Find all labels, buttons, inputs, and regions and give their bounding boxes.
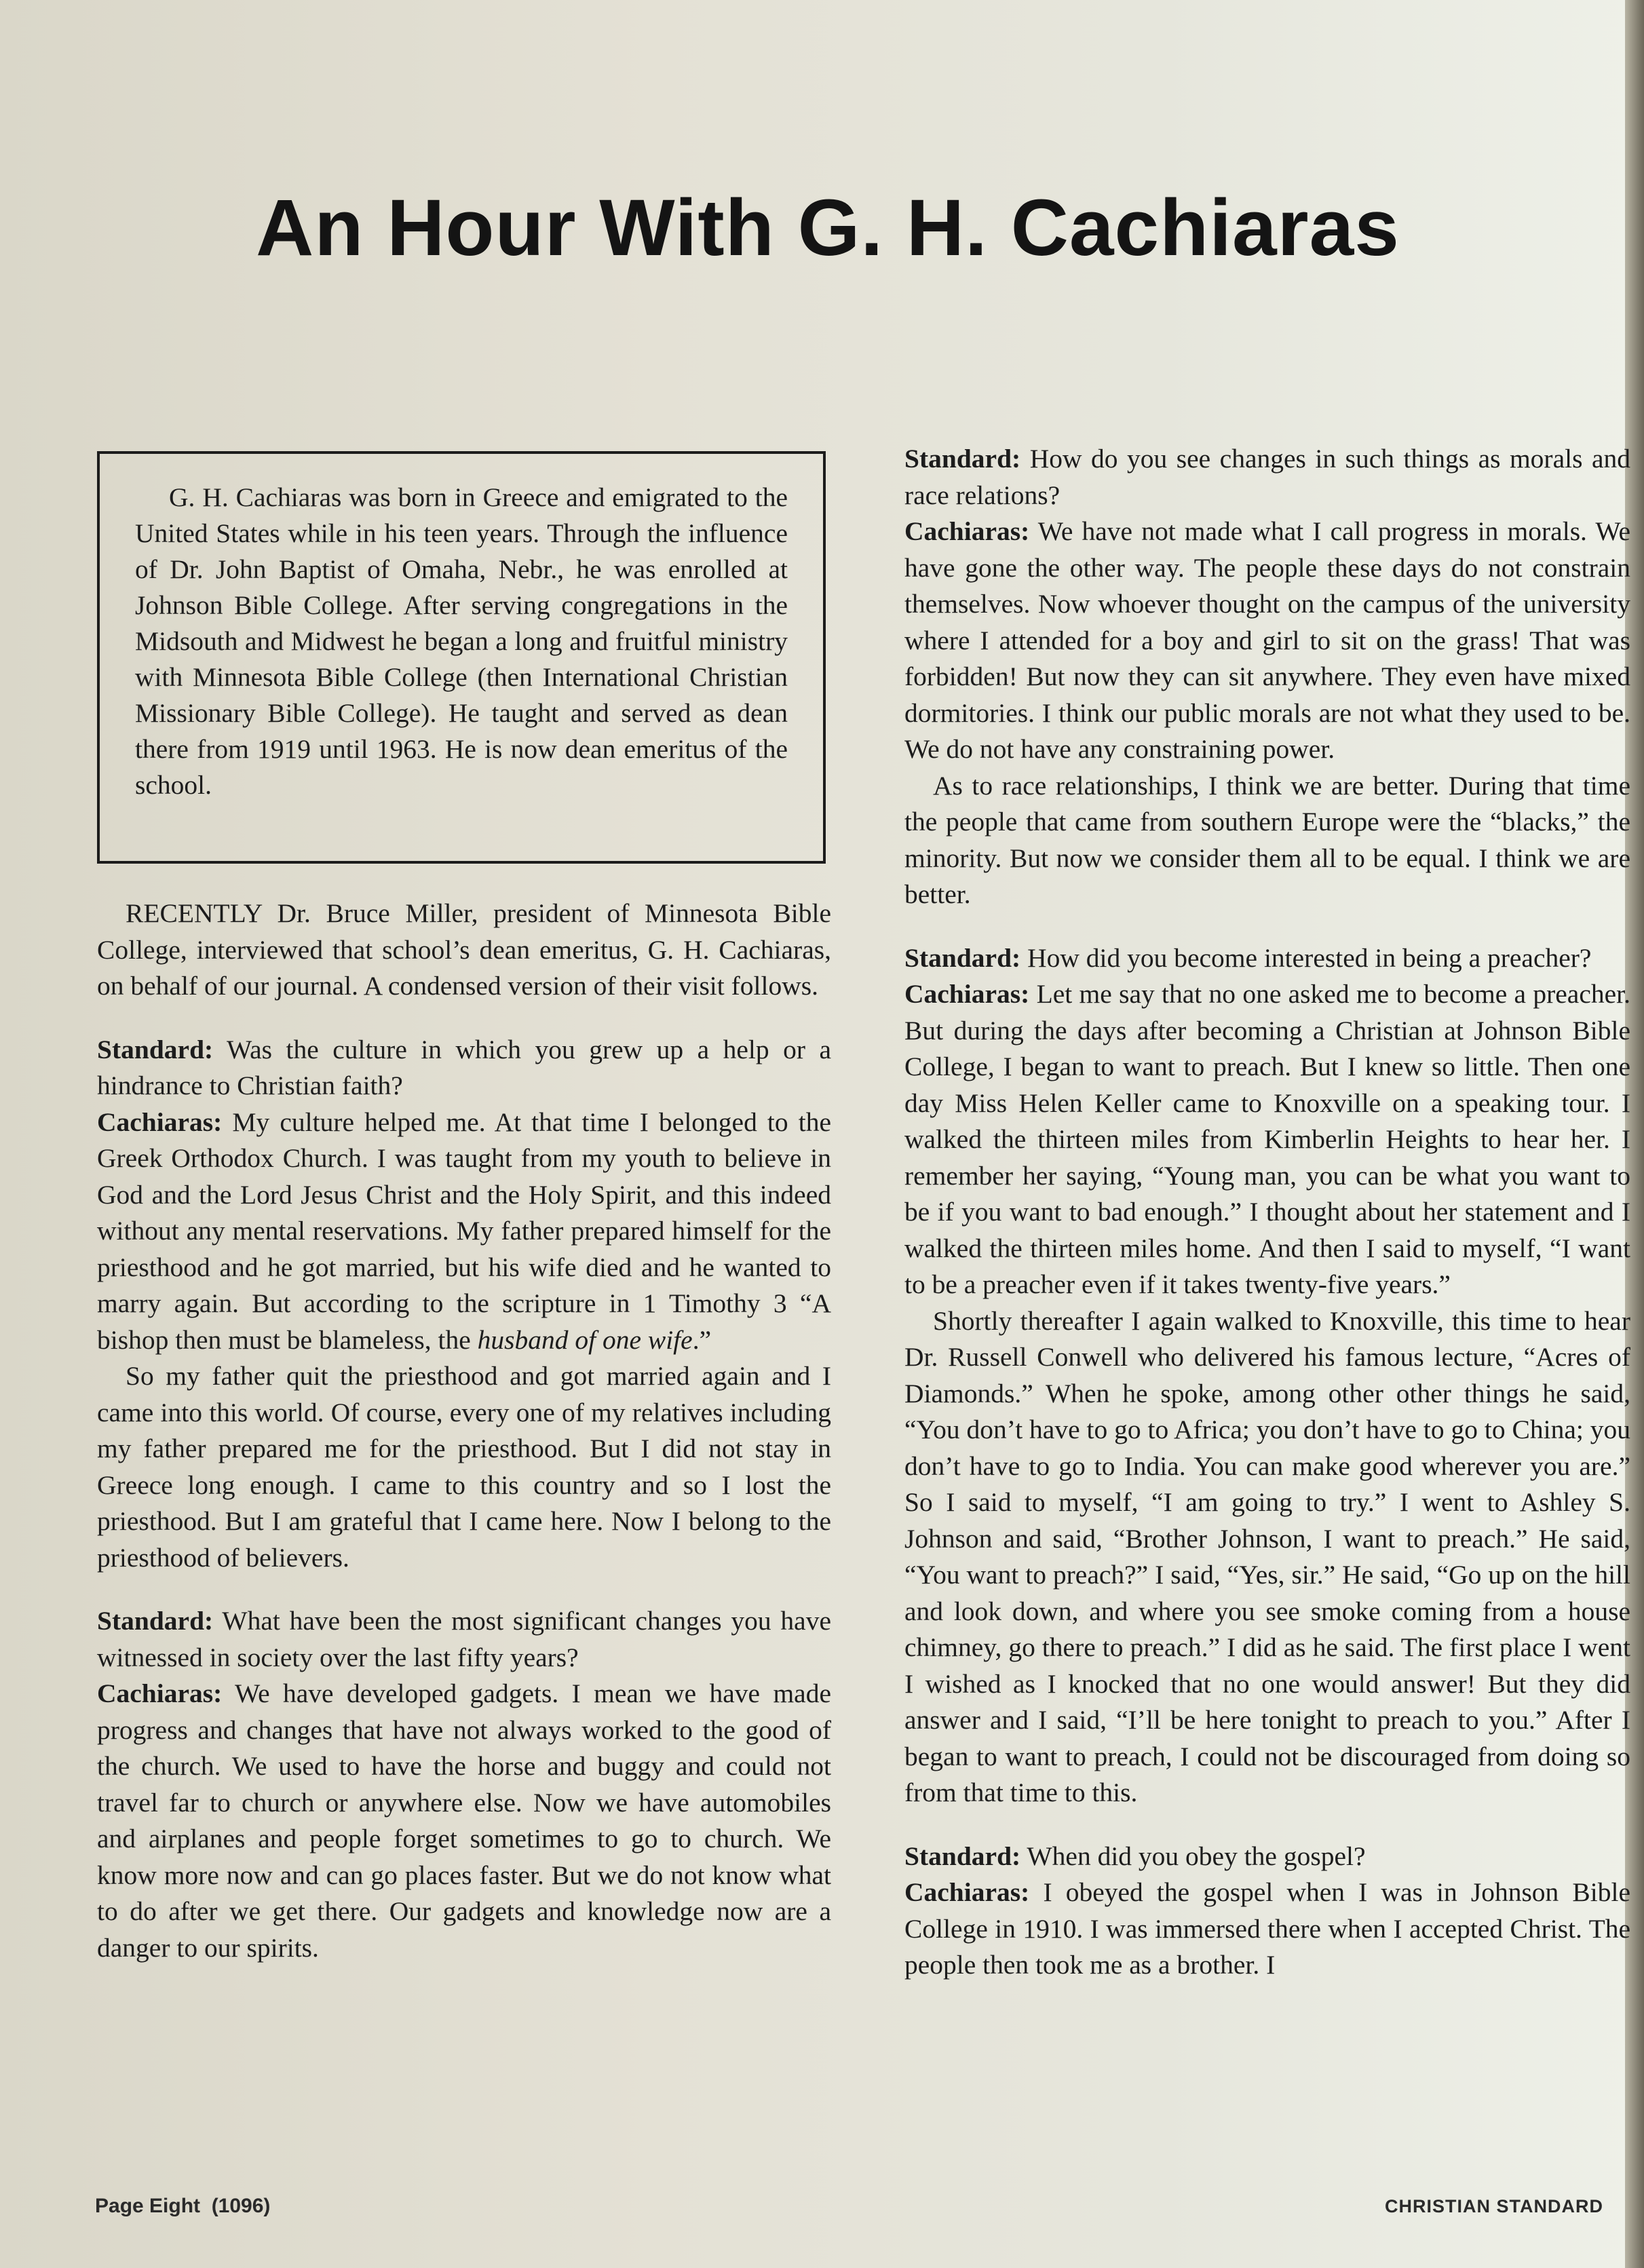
question-text: When did you obey the gospel? <box>1027 1841 1366 1871</box>
answer-4 <box>904 976 1630 1303</box>
answer-text: I obeyed the gospel when I was in Johnson Bible College in 1910. I was immersed there when I accepted Christ. The people then took me as a brother. I <box>904 1877 1631 1980</box>
question-text: How did you become interested in being a preacher? <box>1027 942 1592 973</box>
question-2 <box>97 1603 831 1676</box>
speaker-label: Cachiaras: <box>904 516 1030 546</box>
speaker-label: Cachiaras: <box>904 979 1030 1009</box>
answer-text: Let me say that no one asked me to become a preacher. But during the days after becoming a Christian at Johnson Bible College, I began to want to preach. But I knew so little. Then one day Miss Helen Keller came to Knoxville on a speaking tour. I walked the thirteen miles from Kimberlin Heights to hear her. I remember her saying, “Young man, you can be what you want to be if you want to bad enough.” I thought about her statement and I walked the thirteen miles home. And then I said to myself, “I want to be a preacher even if it takes twenty-five years.” <box>904 979 1630 1299</box>
answer-1-continued: So my father quit the priesthood and got married again and I came into this world. Of course, every one of my relatives including my father prepared me for the priesthood. But I did not stay in Greece long enough. I came to this country and so I lost the priesthood. But I am grateful that I came here. Now I belong to the priesthood of believers. <box>97 1361 831 1573</box>
answer-italic-text: husband of one wife <box>477 1324 693 1355</box>
answer-text: My culture helped me. At that time I belonged to the Greek Orthodox Church. I was taught from my youth to believe in God and the Lord Jesus Christ and the Holy Spirit, and this indeed without any mental reservations. My father prepared himself for the priesthood and he got married, but his wife died and he wanted to marry again. But according to the scripture in 1 Timothy 3 “A bishop then must be blameless, the <box>97 1107 832 1355</box>
answer-2 <box>97 1676 831 1966</box>
question-text: How do you see changes in such things as morals and race relations? <box>904 444 1630 510</box>
right-column <box>904 441 1630 1984</box>
speaker-label: Cachiaras: <box>97 1107 223 1137</box>
answer-3 <box>904 514 1630 768</box>
speaker-label: Standard: <box>904 1841 1021 1871</box>
answer-text: We have developed gadgets. I mean we have made progress and changes that have not always worked to the good of the church. We used to have the horse and buggy and could not travel far to church or anywhere else. Now we have automobiles and airplanes and people forget sometimes to go to church. We know more now and can go places faster. But we do not know what to do after we get there. Our gadgets and knowledge now are a danger to our spirits. <box>97 1678 831 1963</box>
page-number-label: Page Eight (1096) <box>95 2195 271 2217</box>
question-1 <box>97 1032 831 1104</box>
question-5 <box>904 1839 1630 1875</box>
question-4 <box>904 940 1630 977</box>
question-3 <box>904 441 1630 514</box>
left-column <box>97 896 831 1966</box>
article-title: An Hour With G. H. Cachiaras <box>256 183 1400 273</box>
publication-name: CHRISTIAN STANDARD <box>1385 2196 1603 2216</box>
question-text: Was the culture in which you grew up a help or a hindrance to Christian faith? <box>97 1034 831 1100</box>
intro-box <box>97 451 826 864</box>
answer-text-end: .” <box>692 1324 712 1355</box>
speaker-label: Standard: <box>904 942 1021 973</box>
speaker-label: Standard: <box>97 1606 214 1636</box>
answer-1 <box>97 1104 831 1359</box>
speaker-label: Standard: <box>904 444 1021 474</box>
answer-4-continued: Shortly thereafter I again walked to Knoxville, this time to hear Dr. Russell Conwell who delivered his famous lecture, “Acres of Diamonds.” When he spoke, among other other things he said, “You don’t have to go to Africa; you don’t have to go to China; you don’t have to go to India. You can make good wherever you are.” So I said to myself, “I am going to try.” I went to Ashley S. Johnson and said, “Brother Johnson, I want to preach.” He said, “You want to preach?” I said, “Yes, sir.” He said, “Go up on the hill and look down, and where you see smoke coming from a house chimney, go there to preach.” I did as he said. The first place I went I wished as I knocked that no one would answer! But they did answer and I said, “I’ll be here tonight to preach to you.” After I began to want to preach, I could not be discouraged from doing so from that time to this. <box>904 1305 1630 1807</box>
speaker-label: Cachiaras: <box>97 1678 223 1708</box>
answer-5 <box>904 1875 1630 1984</box>
answer-text: We have not made what I call progress in morals. We have gone the other way. The people these days do not constrain themselves. Now whoever thought on the campus of the university where I attended for a boy and girl to sit on the grass! That was forbidden! But now they can sit anywhere. They even have mixed dormitories. I think our public morals are not what they used to be. We do not have any constraining power. <box>904 516 1630 764</box>
intro-text: G. H. Cachiaras was born in Greece and emigrated to the United States while in his teen years. Through the influence of Dr. John Baptist of Omaha, Nebr., he was enrolled at Johnson Bible College. After serving congregations in the Midsouth and Midwest he began a long and fruitful ministry with Minnesota Bible College (then International Christian Missionary Bible College). He taught and served as dean there from 1919 until 1963. He is now dean emeritus of the school. <box>135 482 788 800</box>
speaker-label: Standard: <box>97 1034 214 1064</box>
answer-3-continued: As to race relationships, I think we are better. During that time the people that came from southern Europe were the “blacks,” the minority. But now we consider them all to be equal. I think we are better. <box>904 770 1630 909</box>
question-text: What have been the most significant changes you have witnessed in society over the last fifty years? <box>97 1606 831 1672</box>
lead-paragraph: RECENTLY Dr. Bruce Miller, president of Minnesota Bible College, interviewed that school’s dean emeritus, G. H. Cachiaras, on behalf of our journal. A condensed version of their visit follows. <box>97 898 831 1001</box>
speaker-label: Cachiaras: <box>904 1877 1030 1907</box>
